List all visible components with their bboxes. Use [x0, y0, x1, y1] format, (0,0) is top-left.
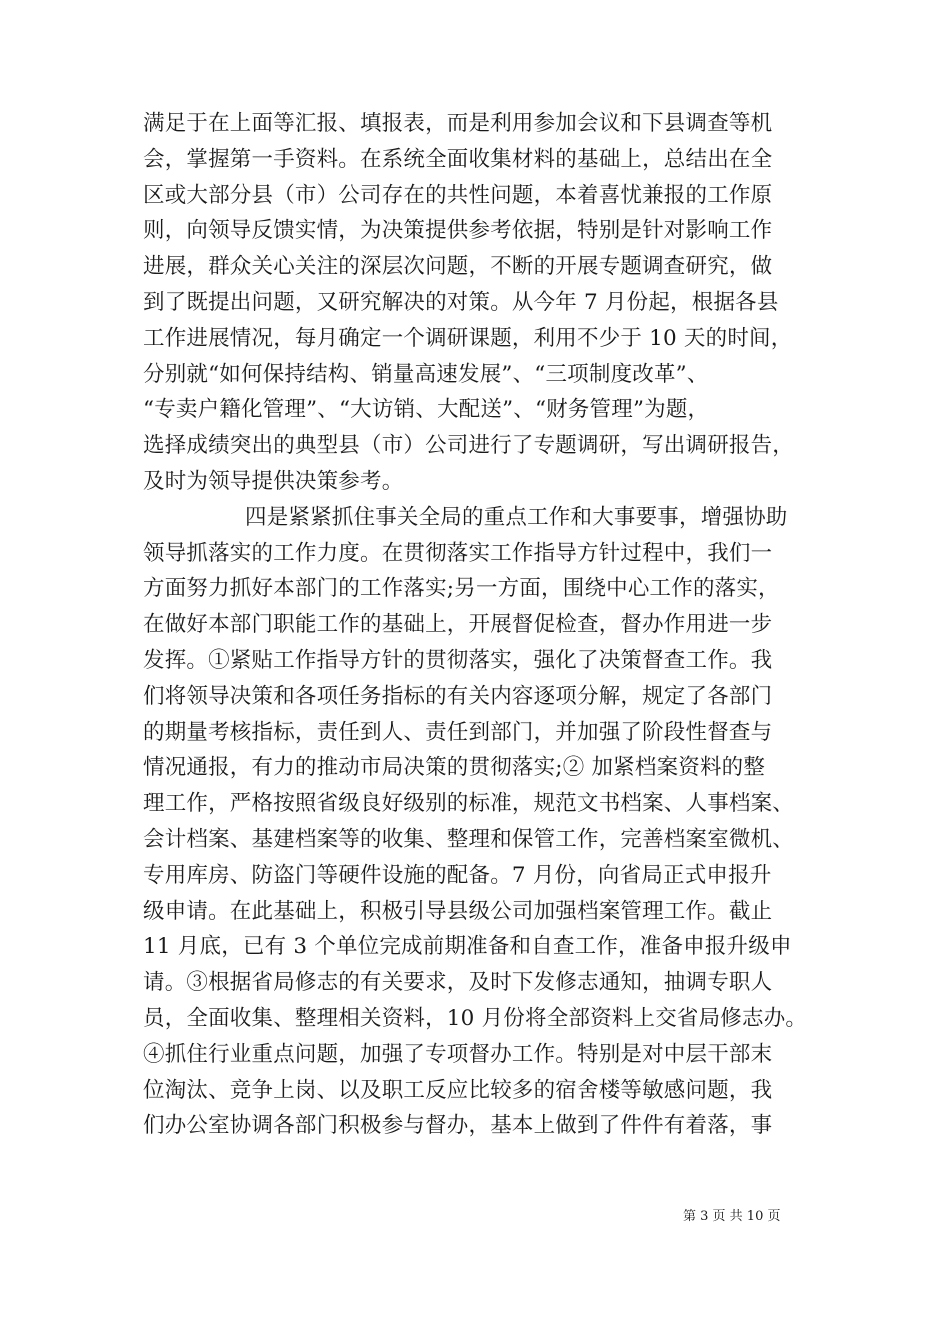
text-line: 在做好本部门职能工作的基础上，开展督促检查，督办作用进一步 [143, 612, 773, 638]
text-line: 级申请。在此基础上，积极引导县级公司加强档案管理工作。截止 [143, 898, 773, 924]
text-line: 选择成绩突出的典型县（市）公司进行了专题调研，写出调研报告， [143, 433, 795, 459]
text-line: 到了既提出问题，又研究解决的对策。从今年 7 月份起，根据各县 [143, 289, 779, 315]
text-line: 情况通报，有力的推动市局决策的贯彻落实;② 加紧档案资料的整 [143, 755, 766, 781]
body-text [143, 106, 823, 1144]
text-line: 的期量考核指标，责任到人、责任到部门，并加强了阶段性督查与 [143, 719, 773, 745]
text-line: 工作进展情况，每月确定一个调研课题，利用不少于 10 天的时间， [143, 325, 793, 351]
text-line: 分别就“如何保持结构、销量高速发展”、“三项制度改革”、 [143, 361, 709, 387]
page-number-footer: 第 3 页 共 10 页 [683, 1209, 781, 1224]
text-line: 员，全面收集、整理相关资料，10 月份将全部资料上交省局修志办。 [143, 1005, 808, 1031]
text-line: 区或大部分县（市）公司存在的共性问题，本着喜忧兼报的工作原 [143, 182, 773, 208]
text-line: 们办公室协调各部门积极参与督办，基本上做到了件件有着落，事 [143, 1113, 773, 1139]
text-line: 请。③根据省局修志的有关要求，及时下发修志通知，抽调专职人 [143, 970, 773, 996]
text-line: 方面努力抓好本部门的工作落实;另一方面，围绕中心工作的落实， [143, 576, 780, 602]
text-line: 们将领导决策和各项任务指标的有关内容逐项分解，规定了各部门 [143, 683, 773, 709]
text-line: 及时为领导提供决策参考。 [143, 468, 404, 494]
text-line: 进展，群众关心关注的深层次问题，不断的开展专题调查研究，做 [143, 254, 773, 280]
paragraph-2 [143, 500, 823, 1144]
text-line: “专卖户籍化管理”、“大访销、大配送”、“财务管理”为题， [143, 397, 710, 423]
text-line: 则，向领导反馈实情，为决策提供参考依据，特别是针对影响工作 [143, 218, 773, 244]
text-line: 发挥。①紧贴工作指导方针的贯彻落实，强化了决策督查工作。我 [143, 647, 773, 673]
text-line: 位淘汰、竞争上岗、以及职工反应比较多的宿舍楼等敏感问题，我 [143, 1077, 773, 1103]
text-line: ④抓住行业重点问题，加强了专项督办工作。特别是对中层干部末 [143, 1041, 773, 1067]
paragraph-1 [143, 106, 823, 500]
text-line: 理工作，严格按照省级良好级别的标准，规范文书档案、人事档案、 [143, 791, 795, 817]
text-line: 专用库房、防盗门等硬件设施的配备。7 月份，向省局正式申报升 [143, 862, 772, 888]
text-line: 满足于在上面等汇报、填报表，而是利用参加会议和下县调查等机 [143, 111, 773, 136]
text-line: 领导抓落实的工作力度。在贯彻落实工作指导方针过程中，我们一 [143, 540, 773, 566]
text-line: 四是紧紧抓住事关全局的重点工作和大事要事，增强协助 [245, 504, 788, 530]
text-line: 11 月底，已有 3 个单位完成前期准备和自查工作，准备申报升级申 [143, 934, 792, 960]
text-line: 会，掌握第一手资料。在系统全面收集材料的基础上，总结出在全 [143, 146, 773, 172]
text-line: 会计档案、基建档案等的收集、整理和保管工作，完善档案室微机、 [143, 826, 795, 852]
